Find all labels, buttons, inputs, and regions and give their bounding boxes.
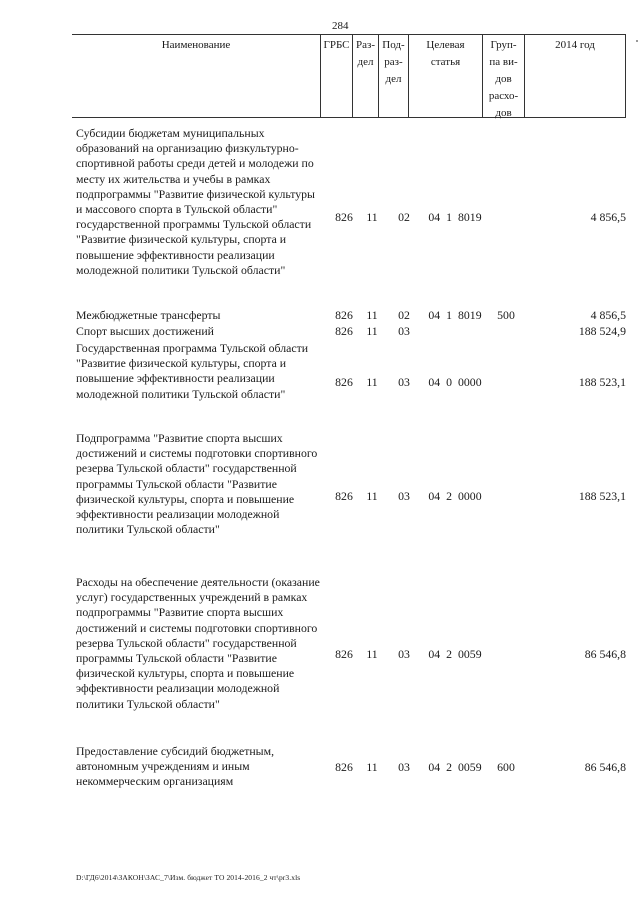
row-amount: 86 546,8 xyxy=(584,760,626,774)
scan-speck xyxy=(636,40,638,42)
row-grbs: 826 xyxy=(335,375,353,389)
row-target: 04 2 0000 xyxy=(428,489,482,503)
row-grbs: 826 xyxy=(335,210,353,224)
row-grbs: 826 xyxy=(335,308,353,322)
row-group: 600 xyxy=(497,760,515,774)
row-podrazdel: 03 xyxy=(398,489,410,503)
row-amount: 4 856,5 xyxy=(590,308,626,322)
page-number: 284 xyxy=(332,20,349,32)
row-razdel: 11 xyxy=(366,308,378,322)
row-razdel: 11 xyxy=(366,375,378,389)
header-year: 2014 год xyxy=(524,35,626,117)
table-header xyxy=(72,34,626,118)
row-name: Расходы на обеспечение деятельности (оказание услуг) государственных учреждений в рамках подпрограммы "Развитие спорта высших достижений и системы подготовки спортивного резерва Тульской области" государственной программы Тульской области "Развитие физической культуры, спорта и повышение эффективности реализации молодежной политики Тульской области" xyxy=(76,575,320,711)
row-target: 04 0 0000 xyxy=(428,375,482,389)
header-name: Наименование xyxy=(161,39,231,51)
row-grbs: 826 xyxy=(335,760,353,774)
header-podrazdel: Под- раз- дел xyxy=(378,35,408,117)
row-name: Подпрограмма "Развитие спорта высших достижений и системы подготовки спортивного резерва Тульской области" государственной программы Тульской области "Развитие физической культуры, спорта и повышение эффективности реализации молодежной политики Тульской области" xyxy=(76,431,318,537)
row-podrazdel: 02 xyxy=(398,308,410,322)
row-amount: 4 856,5 xyxy=(590,210,626,224)
header-target: Целевая статья xyxy=(408,35,482,117)
row-target: 04 2 0059 xyxy=(428,760,482,774)
row-name: Спорт высших достижений xyxy=(76,324,214,338)
row-grbs: 826 xyxy=(335,324,353,338)
row-target: 04 1 8019 xyxy=(428,308,482,322)
row-razdel: 11 xyxy=(366,760,378,774)
row-razdel: 11 xyxy=(366,210,378,224)
row-podrazdel: 03 xyxy=(398,324,410,338)
header-razdel: Раз- дел xyxy=(352,35,378,117)
row-name: Субсидии бюджетам муниципальных образований на организацию физкультурно-спортивной работы среди детей и молодежи по месту их жительства и учебы в рамках подпрограммы "Развитие физической культуры и массового спорта в Тульской области" государственной программы Тульской области "Развитие физической культуры, спорта и повышение эффективности реализации молодежной политики Тульской области" xyxy=(76,126,315,277)
row-razdel: 11 xyxy=(366,324,378,338)
row-podrazdel: 03 xyxy=(398,375,410,389)
row-grbs: 826 xyxy=(335,647,353,661)
row-name: Межбюджетные трансферты xyxy=(76,308,221,322)
row-amount: 188 524,9 xyxy=(578,324,626,338)
header-group: Груп- па ви- дов расхо- дов xyxy=(482,35,524,117)
row-razdel: 11 xyxy=(366,489,378,503)
row-grbs: 826 xyxy=(335,489,353,503)
row-name: Государственная программа Тульской области "Развитие физической культуры, спорта и повышение эффективности реализации молодежной политики Тульской области" xyxy=(76,341,309,401)
row-target: 04 2 0059 xyxy=(428,647,482,661)
row-target: 04 1 8019 xyxy=(428,210,482,224)
row-podrazdel: 03 xyxy=(398,760,410,774)
row-amount: 188 523,1 xyxy=(578,375,626,389)
row-group: 500 xyxy=(497,308,515,322)
header-grbs: ГРБС xyxy=(320,35,352,117)
row-razdel: 11 xyxy=(366,647,378,661)
row-podrazdel: 02 xyxy=(398,210,410,224)
row-amount: 86 546,8 xyxy=(584,647,626,661)
row-name: Предоставление субсидий бюджетным, автономным учреждениям и иным некоммерческим организациям xyxy=(76,744,275,789)
file-path-footer: D:\ГД6\2014\ЗАКОН\ЗАС_7\Изм. бюджет ТО 2014-2016_2 чт\pr3.xls xyxy=(76,873,301,882)
row-amount: 188 523,1 xyxy=(578,489,626,503)
row-podrazdel: 03 xyxy=(398,647,410,661)
